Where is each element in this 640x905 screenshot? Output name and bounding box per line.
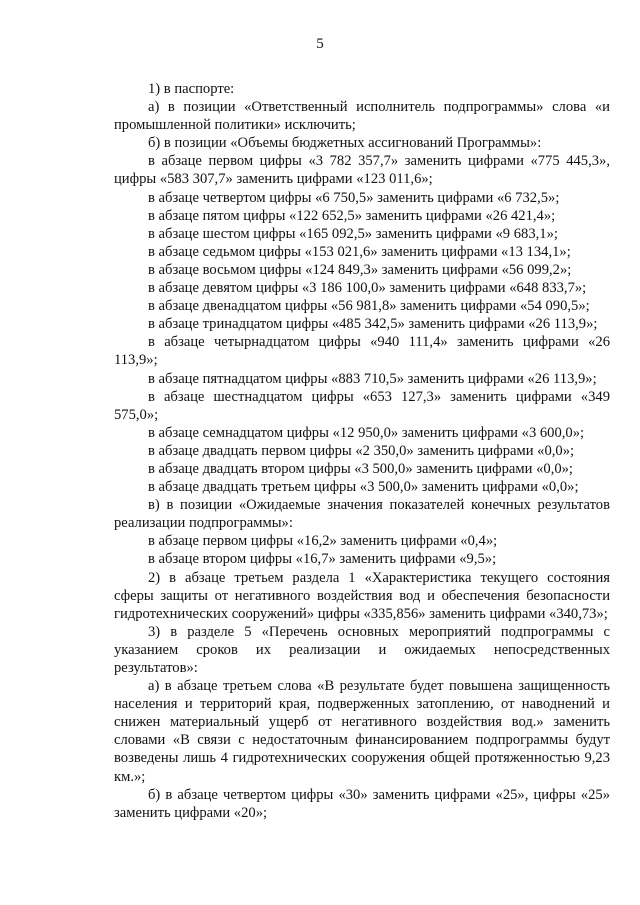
paragraph: в абзаце четвертом цифры «6 750,5» заменить цифрами «6 732,5»; xyxy=(148,189,560,206)
paragraph: в абзаце пятом цифры «122 652,5» заменить цифрами «26 421,4»; xyxy=(148,207,556,224)
paragraph: в абзаце двадцать первом цифры «2 350,0» заменить цифрами «0,0»; xyxy=(148,442,575,459)
paragraph: в абзаце девятом цифры «3 186 100,0» заменить цифрами «648 833,7»; xyxy=(148,280,587,297)
paragraph: в абзаце шестом цифры «165 092,5» заменить цифрами «9 683,1»; xyxy=(148,225,558,242)
paragraph: в абзаце седьмом цифры «153 021,6» заменить цифрами «13 134,1»; xyxy=(148,243,571,260)
paragraph: в абзаце восьмом цифры «124 849,3» заменить цифрами «56 099,2»; xyxy=(148,261,572,278)
paragraph: в абзаце семнадцатом цифры «12 950,0» заменить цифрами «3 600,0»; xyxy=(148,424,585,441)
paragraph: а) в позиции «Ответственный исполнитель подпрограммы» слова «и промышленной политики» исключить; xyxy=(114,99,610,134)
paragraph: 3) в разделе 5 «Перечень основных мероприятий подпрограммы с указанием сроков их реализации и ожидаемых непосредственных результатов»: xyxy=(114,623,610,676)
paragraph: в абзаце первом цифры «16,2» заменить цифрами «0,4»; xyxy=(148,533,498,550)
paragraph: 2) в абзаце третьем раздела 1 «Характеристика текущего состояния сферы защиты от негативного воздействия вод и обеспечения безопасности гидротехнических сооружений» цифры «335,856» заменить цифрами «340,73»; xyxy=(114,569,610,622)
paragraph: в абзаце пятнадцатом цифры «883 710,5» заменить цифрами «26 113,9»; xyxy=(148,370,597,387)
page-number: 5 xyxy=(316,36,324,52)
paragraph: в абзаце первом цифры «3 782 357,7» заменить цифрами «775 445,3», цифры «583 307,7» заменить цифрами «123 011,6»; xyxy=(114,153,610,188)
paragraph: в абзаце двадцать третьем цифры «3 500,0» заменить цифрами «0,0»; xyxy=(148,479,579,496)
paragraph: в абзаце тринадцатом цифры «485 342,5» заменить цифрами «26 113,9»; xyxy=(148,316,598,333)
paragraph: в) в позиции «Ожидаемые значения показателей конечных результатов реализации подпрограммы»: xyxy=(114,497,610,532)
paragraph: б) в позиции «Объемы бюджетных ассигнований Программы»: xyxy=(148,135,542,152)
paragraph: в абзаце втором цифры «16,7» заменить цифрами «9,5»; xyxy=(148,551,497,568)
paragraph: а) в абзаце третьем слова «В результате будет повышена защищенность населения и территорий края, подверженных затоплению, от наводнений и снижен материальный ущерб от негативного воздействия вод.» заменить словами «В связи с недостаточным финансированием подпрограммы будут возведены лишь 4 гидротехнических сооружения общей протяженностью 9,23 км.»; xyxy=(114,678,610,785)
document-body xyxy=(114,80,610,822)
paragraph: в абзаце двенадцатом цифры «56 981,8» заменить цифрами «54 090,5»; xyxy=(148,298,590,315)
paragraph: 1) в паспорте: xyxy=(148,81,235,97)
paragraph: б) в абзаце четвертом цифры «30» заменить цифрами «25», цифры «25» заменить цифрами «20»; xyxy=(114,786,610,821)
paragraph: в абзаце шестнадцатом цифры «653 127,3» заменить цифрами «349 575,0»; xyxy=(114,388,610,423)
paragraph: в абзаце четырнадцатом цифры «940 111,4» заменить цифрами «26 113,9»; xyxy=(114,334,610,369)
paragraph: в абзаце двадцать втором цифры «3 500,0» заменить цифрами «0,0»; xyxy=(148,460,573,477)
